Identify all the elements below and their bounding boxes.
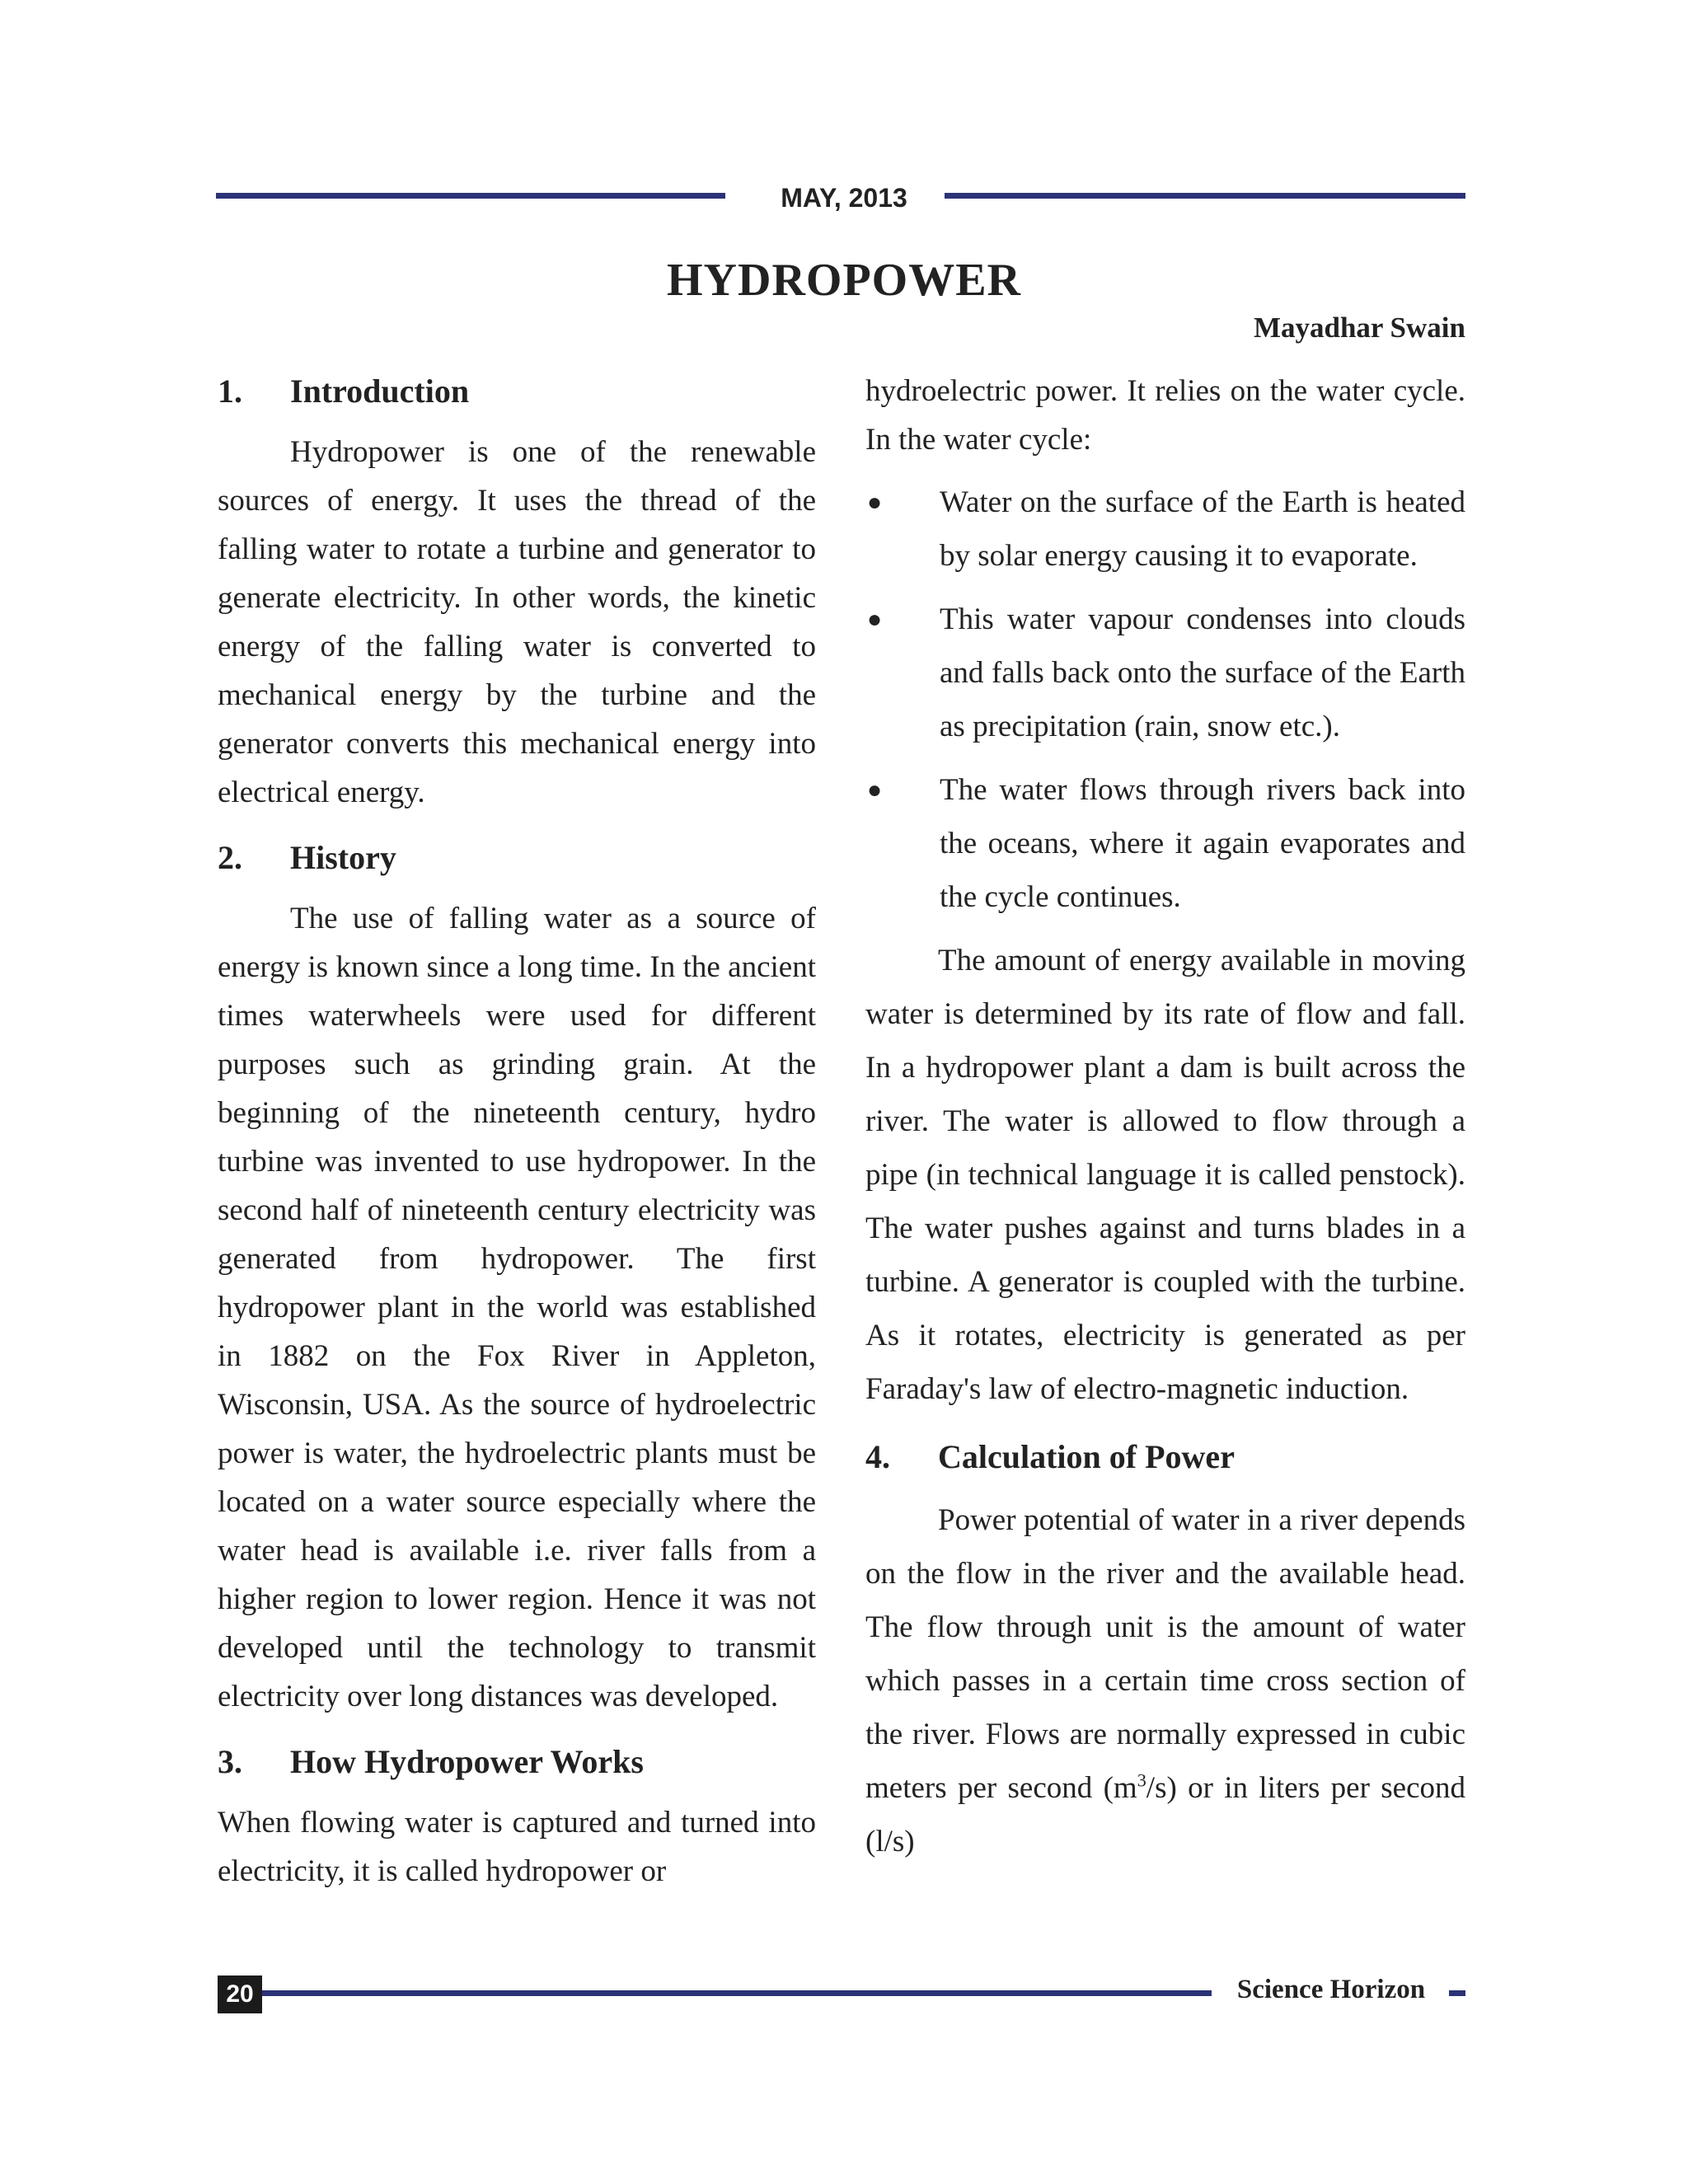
article-title: HYDROPOWER (667, 255, 1021, 306)
section-number: 1. (218, 373, 242, 410)
list-item-text: The water flows through rivers back into the oceans, where it again evaporates and the cycle continues. (940, 773, 1465, 914)
list-item-text: This water vapour condenses into clouds and falls back onto the surface of the Earth as precipitation (rain, snow etc.). (940, 602, 1465, 743)
left-column (218, 367, 816, 1896)
energy-paragraph: The amount of energy available in moving water is determined by its rate of flow and fall. In a hydropower plant a dam is built across the river. The water is allowed to flow through a pipe (in technical language it is called penstock). The water pushes against and turns blades in a turbine. A generator is coupled with the turbine. As it rotates, electricity is generated as per Faraday's law of electro-magnetic induction. (865, 944, 1465, 1406)
section-heading-calculation-of-power (865, 1432, 1465, 1482)
calculation-text-part2: /s) or in liters per second (l/s) (865, 1771, 1465, 1858)
section-number: 4. (865, 1438, 890, 1475)
list-item (865, 763, 1465, 924)
bullet-icon: ● (867, 776, 883, 804)
calculation-paragraph (865, 1493, 1465, 1868)
introduction-paragraph: Hydropower is one of the renewable sources of energy. It uses the thread of the falling water to rotate a turbine and generator to generate electricity. In other words, the kinetic energy of the falling water is converted to mechanical energy by the turbine and the generator converts this mechanical energy into electrical energy. (218, 435, 816, 809)
section-heading-history (218, 833, 816, 883)
bullet-icon: ● (867, 489, 883, 516)
list-item (865, 593, 1465, 753)
water-cycle-intro-paragraph: hydroelectric power. It relies on the water cycle. In the water cycle: (865, 374, 1465, 457)
history-paragraph: The use of falling water as a source of energy is known since a long time. In the ancient times waterwheels were used for different purposes such as grinding grain. At the beginning of the nineteenth century, hydro turbine was invented to use hydropower. In the second half of nineteenth century electricity was generated from hydropower. The first hydropower plant in the world was established in 1882 on the Fox River in Appleton, Wisconsin, USA. As the source of hydroelectric power is water, the hydroelectric plants must be located on a water source especially where the water head is available i.e. river falls from a higher region to lower region. Hence it was not developed until the technology to transmit electricity over long distances was developed. (218, 902, 816, 1713)
bullet-icon: ● (867, 606, 883, 633)
journal-name: Science Horizon (1236, 1975, 1426, 2004)
water-cycle-list (865, 476, 1465, 924)
section-heading-introduction (218, 367, 816, 416)
section-title: Introduction (290, 373, 470, 410)
section-number: 3. (218, 1743, 242, 1780)
article-author: Mayadhar Swain (1253, 312, 1465, 344)
right-column (865, 367, 1465, 1868)
section-number: 2. (218, 839, 242, 876)
footer-rule-tail (1449, 1990, 1465, 1996)
section-heading-how-hydropower-works (218, 1737, 816, 1787)
calculation-text-part1: Power potential of water in a river depends on the flow in the river and the available head. The flow through unit is the amount of water which passes in a certain time cross section of the river. Flows are normally expressed in cubic meters per second (m (865, 1503, 1465, 1805)
superscript-3: 3 (1137, 1769, 1146, 1791)
list-item-text: Water on the surface of the Earth is heated by solar energy causing it to evaporate. (940, 485, 1465, 573)
list-item (865, 476, 1465, 583)
issue-date: MAY, 2013 (781, 183, 907, 213)
page-number: 20 (218, 1975, 262, 2013)
footer-rule (262, 1990, 1212, 1996)
how-it-works-paragraph: When flowing water is captured and turned into electricity, it is called hydropower or (218, 1806, 816, 1888)
section-title: History (290, 839, 396, 876)
section-title: How Hydropower Works (290, 1743, 644, 1780)
section-title: Calculation of Power (938, 1438, 1235, 1475)
